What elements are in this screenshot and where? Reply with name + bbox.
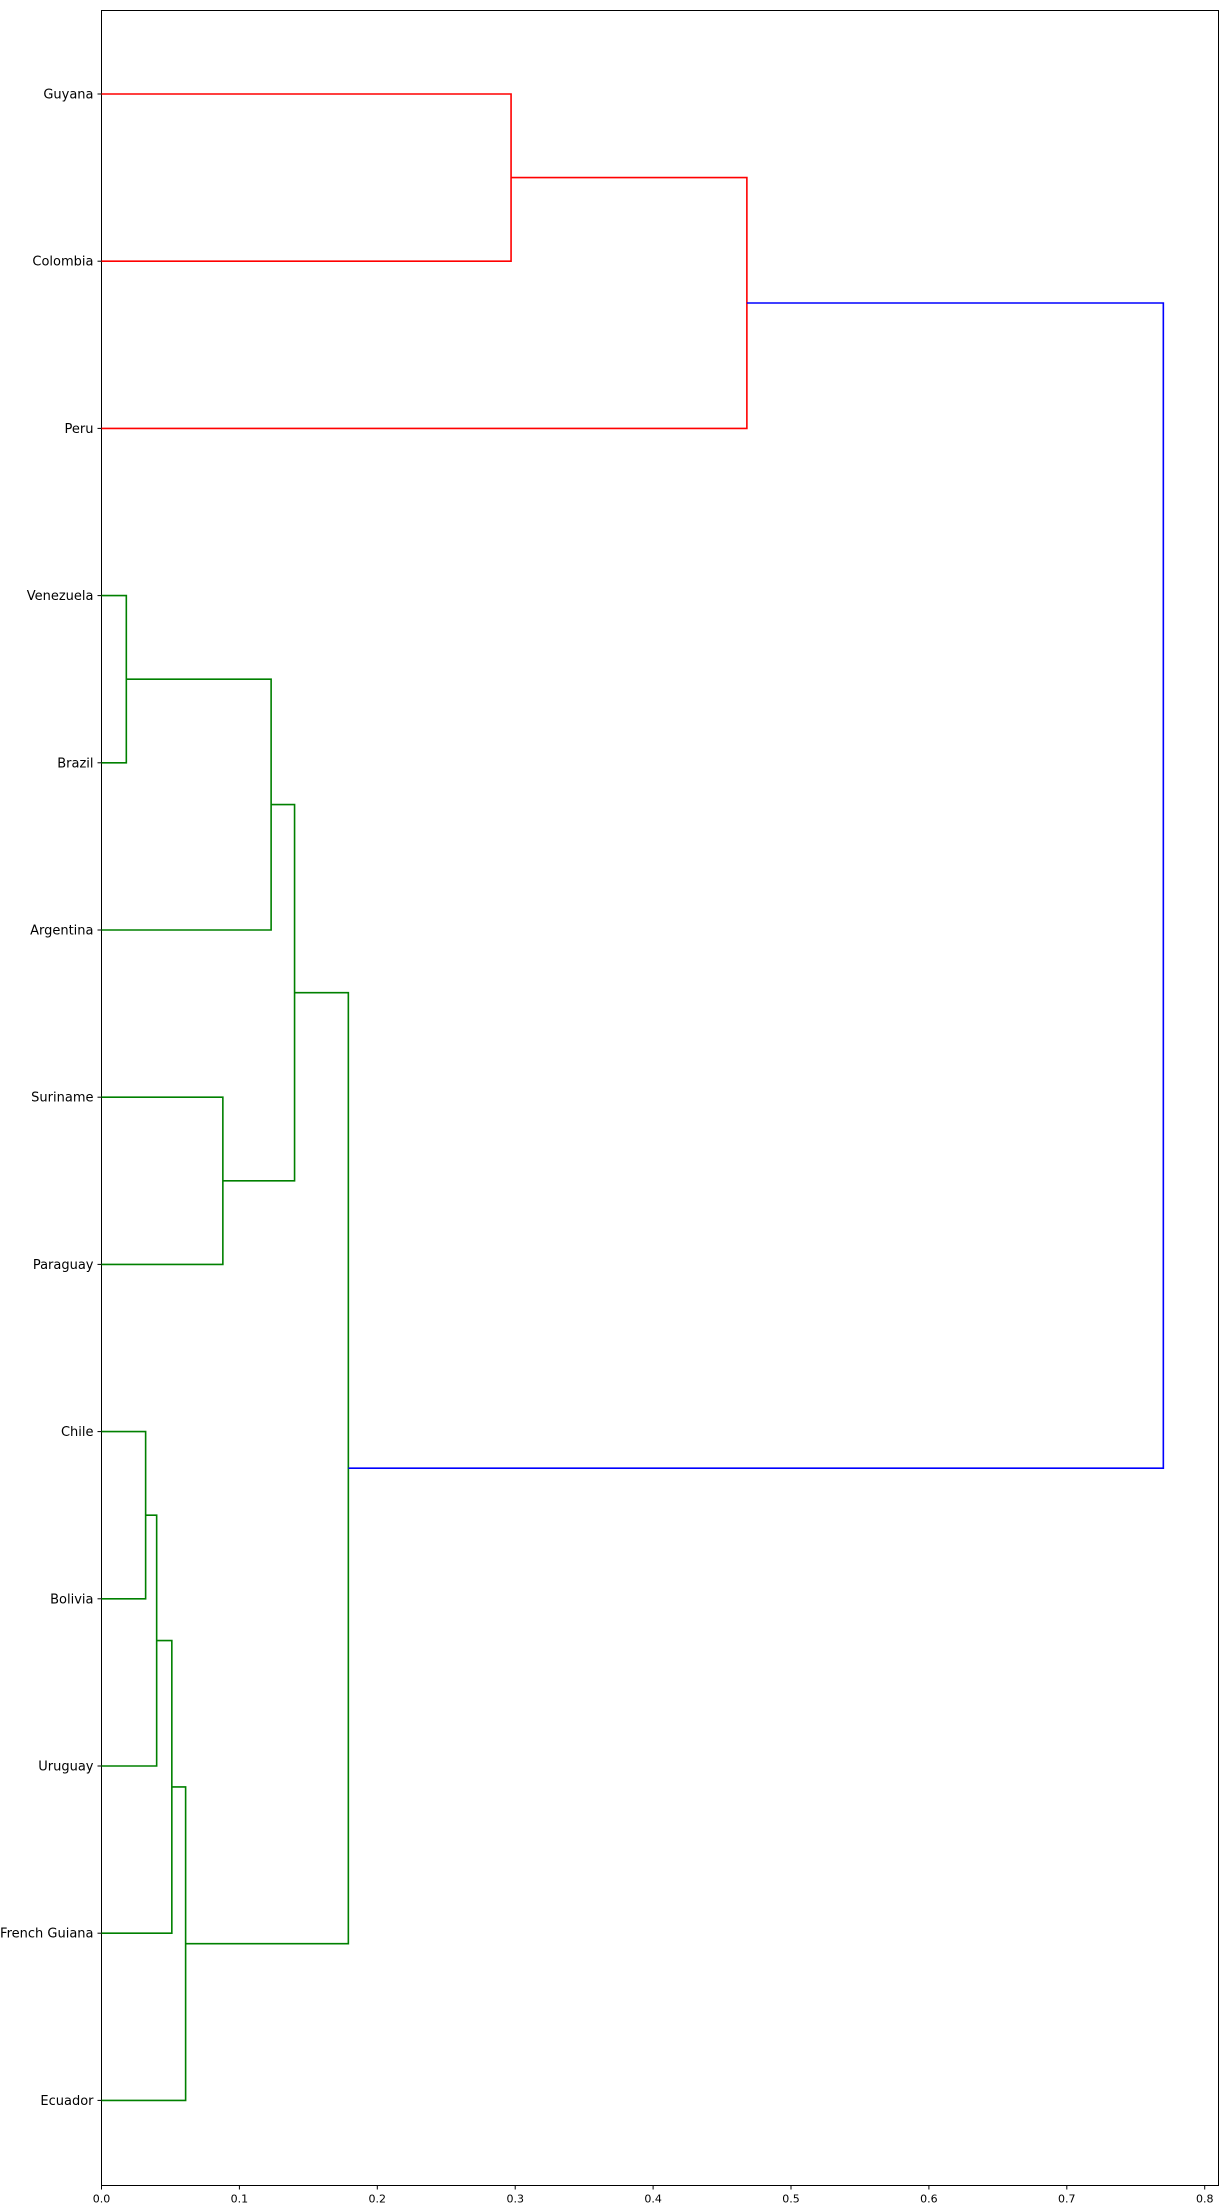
x-tick-label: 0.3	[506, 2192, 524, 2206]
link-m3	[102, 1515, 157, 1766]
x-tick-label: 0.6	[920, 2192, 938, 2206]
leaf-label-paraguay: Paraguay	[32, 1257, 94, 1273]
x-tick-label: 0.0	[92, 2192, 111, 2206]
link-m5	[102, 1787, 186, 2100]
link-m12	[348, 303, 1163, 1468]
leaf-label-bolivia: Bolivia	[50, 1592, 94, 1608]
leaf-label-ecuador: Ecuador	[40, 2093, 94, 2109]
x-tick-label: 0.7	[1058, 2192, 1076, 2206]
x-tick-label: 0.4	[644, 2192, 662, 2206]
link-m2	[102, 1432, 146, 1599]
leaf-label-brazil: Brazil	[57, 756, 94, 772]
leaf-label-suriname: Suriname	[31, 1090, 94, 1106]
leaf-labels	[0, 88, 101, 2109]
leaf-label-peru: Peru	[64, 421, 94, 437]
link-m9	[186, 993, 349, 1944]
leaf-label-uruguay: Uruguay	[38, 1759, 94, 1775]
x-tick-label: 0.5	[782, 2192, 800, 2206]
x-tick-label: 0.2	[368, 2192, 387, 2206]
x-axis	[93, 2186, 1214, 2206]
link-m1	[102, 596, 127, 763]
link-m10	[102, 94, 512, 261]
link-m4	[102, 1641, 172, 1934]
x-tick-label: 0.1	[230, 2192, 249, 2206]
dendrogram-links	[102, 94, 1164, 2100]
link-m11	[102, 178, 747, 429]
link-m8	[223, 805, 295, 1181]
leaf-label-venezuela: Venezuela	[26, 589, 94, 605]
leaf-label-argentina: Argentina	[30, 923, 94, 939]
plot-frame	[102, 11, 1219, 2186]
leaf-label-chile: Chile	[60, 1425, 94, 1441]
leaf-label-guyana: Guyana	[43, 87, 94, 103]
leaf-label-french-guiana: French Guiana	[0, 1926, 94, 1942]
x-tick-label: 0.8	[1195, 2192, 1214, 2206]
link-m6	[102, 1097, 223, 1264]
leaf-label-colombia: Colombia	[32, 254, 94, 270]
